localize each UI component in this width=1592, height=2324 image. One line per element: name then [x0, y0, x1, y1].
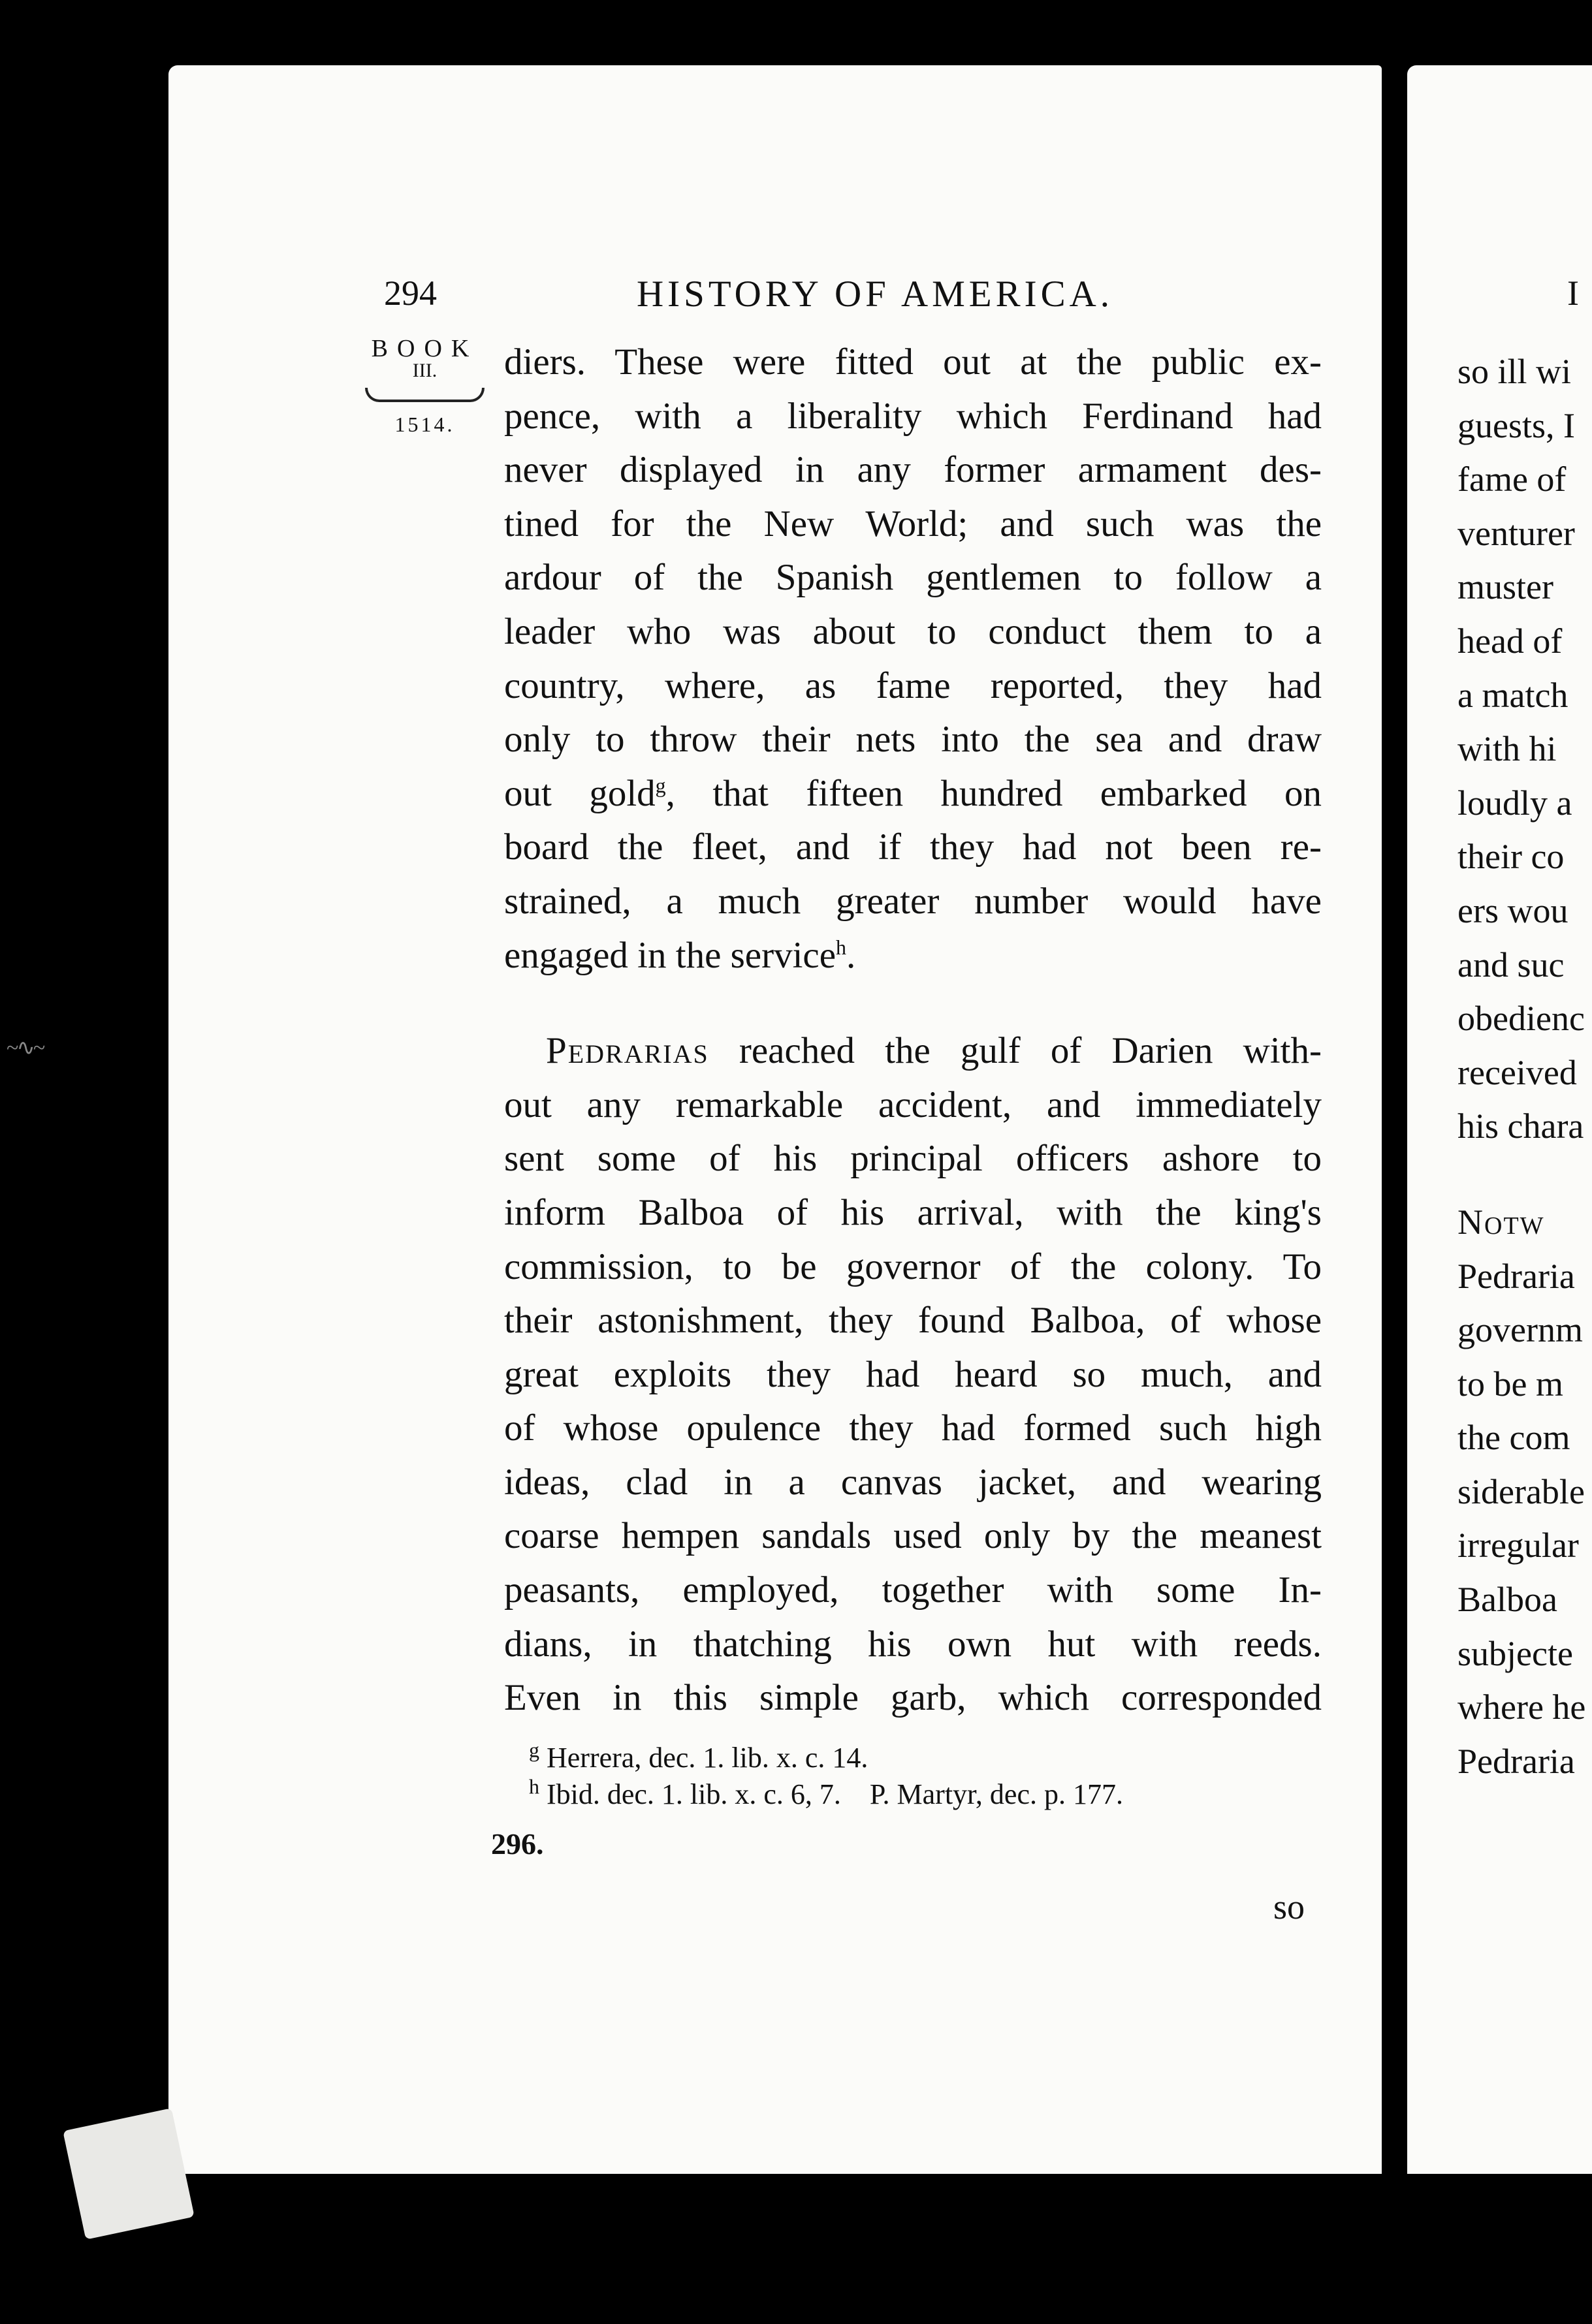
text-fragment: . — [846, 934, 856, 976]
text-line: siderable — [1457, 1471, 1585, 1511]
footnote-mark: g — [529, 1738, 539, 1762]
margin-brace — [365, 388, 485, 402]
text-line: the com — [1457, 1418, 1570, 1458]
text-line: subjecte — [1457, 1633, 1573, 1673]
text-line: loudly a — [1457, 783, 1572, 823]
footnotes — [503, 1740, 1326, 1813]
text-line: where he — [1457, 1688, 1586, 1727]
text-line: head of — [1457, 621, 1563, 661]
paragraph-lead: Notw — [1457, 1202, 1545, 1242]
text-line — [504, 767, 1322, 821]
text-line: sent some of his principal officers ashore to — [504, 1138, 1322, 1180]
text-line: of whose opulence they had formed such high — [504, 1407, 1322, 1449]
text-line: with hi — [1457, 729, 1557, 769]
text-line: fame of — [1457, 460, 1567, 499]
signature-mark: 296. — [491, 1827, 544, 1861]
text-line: guests, I — [1457, 405, 1575, 445]
text-line: to be m — [1457, 1364, 1563, 1404]
text-line: great exploits they had heard so much, and — [504, 1353, 1322, 1395]
footnote — [503, 1776, 1326, 1813]
margin-note — [355, 336, 495, 437]
margin-scribble: ~∿~ — [7, 1036, 44, 1060]
footnote — [503, 1740, 1326, 1776]
text-fragment: reached the gulf of Darien with- — [739, 1030, 1322, 1072]
main-text — [504, 336, 1322, 1725]
text-line — [504, 1024, 1322, 1078]
text-line: ardour of the Spanish gentlemen to follow a — [504, 557, 1322, 599]
text-fragment: , that fifteen hundred embarked on — [665, 772, 1322, 814]
text-line: their astonishment, they found Balboa, of whose — [504, 1300, 1322, 1342]
text-line: a match — [1457, 675, 1568, 715]
text-line: Balboa — [1457, 1580, 1557, 1620]
text-line: his chara — [1457, 1107, 1584, 1146]
text-line: and suc — [1457, 945, 1565, 984]
running-title: HISTORY OF AMERICA. — [637, 274, 1114, 315]
text-line: Even in this simple garb, which corresponded — [504, 1677, 1322, 1719]
text-line: received — [1457, 1052, 1577, 1092]
footnote-mark: h — [529, 1774, 539, 1798]
text-line: so ill wi — [1457, 352, 1572, 391]
right-page-text — [1457, 345, 1592, 1788]
text-line: pence, with a liberality which Ferdinand had — [504, 395, 1322, 437]
text-line: peasants, employed, together with some In- — [504, 1569, 1322, 1611]
text-line: commission, to be governor of the colony. To — [504, 1246, 1322, 1287]
text-line: their co — [1457, 837, 1565, 877]
text-fragment: engaged in the service — [504, 934, 836, 976]
catchword: so — [1273, 1887, 1305, 1926]
text-line: ideas, clad in a canvas jacket, and wearing — [504, 1461, 1322, 1503]
text-line: only to throw their nets into the sea and draw — [504, 719, 1322, 761]
text-line: tined for the New World; and such was the — [504, 503, 1322, 544]
text-line: venturer — [1457, 513, 1575, 553]
margin-book-label: BOOK — [371, 335, 479, 362]
text-line: dians, in thatching his own hut with reeds. — [504, 1623, 1322, 1665]
text-line: irregular — [1457, 1526, 1579, 1565]
text-line — [504, 929, 1322, 983]
text-line: diers. These were fitted out at the public ex- — [504, 341, 1322, 383]
text-line: country, where, as fame reported, they had — [504, 665, 1322, 706]
text-line: obedienc — [1457, 999, 1585, 1039]
footnote-ref: g — [655, 773, 666, 797]
text-line: inform Balboa of his arrival, with the king's — [504, 1191, 1322, 1233]
paragraph-lead: Pedrarias — [546, 1030, 709, 1072]
text-fragment: out gold — [504, 772, 656, 814]
footnote-text: Ibid. dec. 1. lib. x. c. 6, 7. P. Martyr, dec. p. 177. — [547, 1778, 1123, 1810]
text-line: Pedraria — [1457, 1741, 1575, 1781]
text-line: Pedraria — [1457, 1256, 1575, 1296]
text-line: out any remarkable accident, and immediately — [504, 1084, 1322, 1125]
torn-paper-corner — [63, 2108, 195, 2240]
text-line: coarse hempen sandals used only by the meanest — [504, 1515, 1322, 1557]
text-line: strained, a much greater number would have — [504, 880, 1322, 922]
footnote-text: Herrera, dec. 1. lib. x. c. 14. — [547, 1742, 868, 1774]
text-line: never displayed in any former armament des- — [504, 449, 1322, 491]
text-line: muster — [1457, 567, 1553, 607]
footnote-ref: h — [836, 935, 847, 959]
text-line: leader who was about to conduct them to a — [504, 610, 1322, 652]
margin-volume-label: III. — [412, 360, 438, 381]
margin-year: 1514. — [394, 413, 455, 436]
text-line: ers wou — [1457, 890, 1568, 930]
page-number: 294 — [384, 274, 437, 313]
text-line: board the fleet, and if they had not been re- — [504, 826, 1322, 868]
text-line: governm — [1457, 1310, 1583, 1350]
right-page-header-fragment: I — [1567, 274, 1579, 313]
